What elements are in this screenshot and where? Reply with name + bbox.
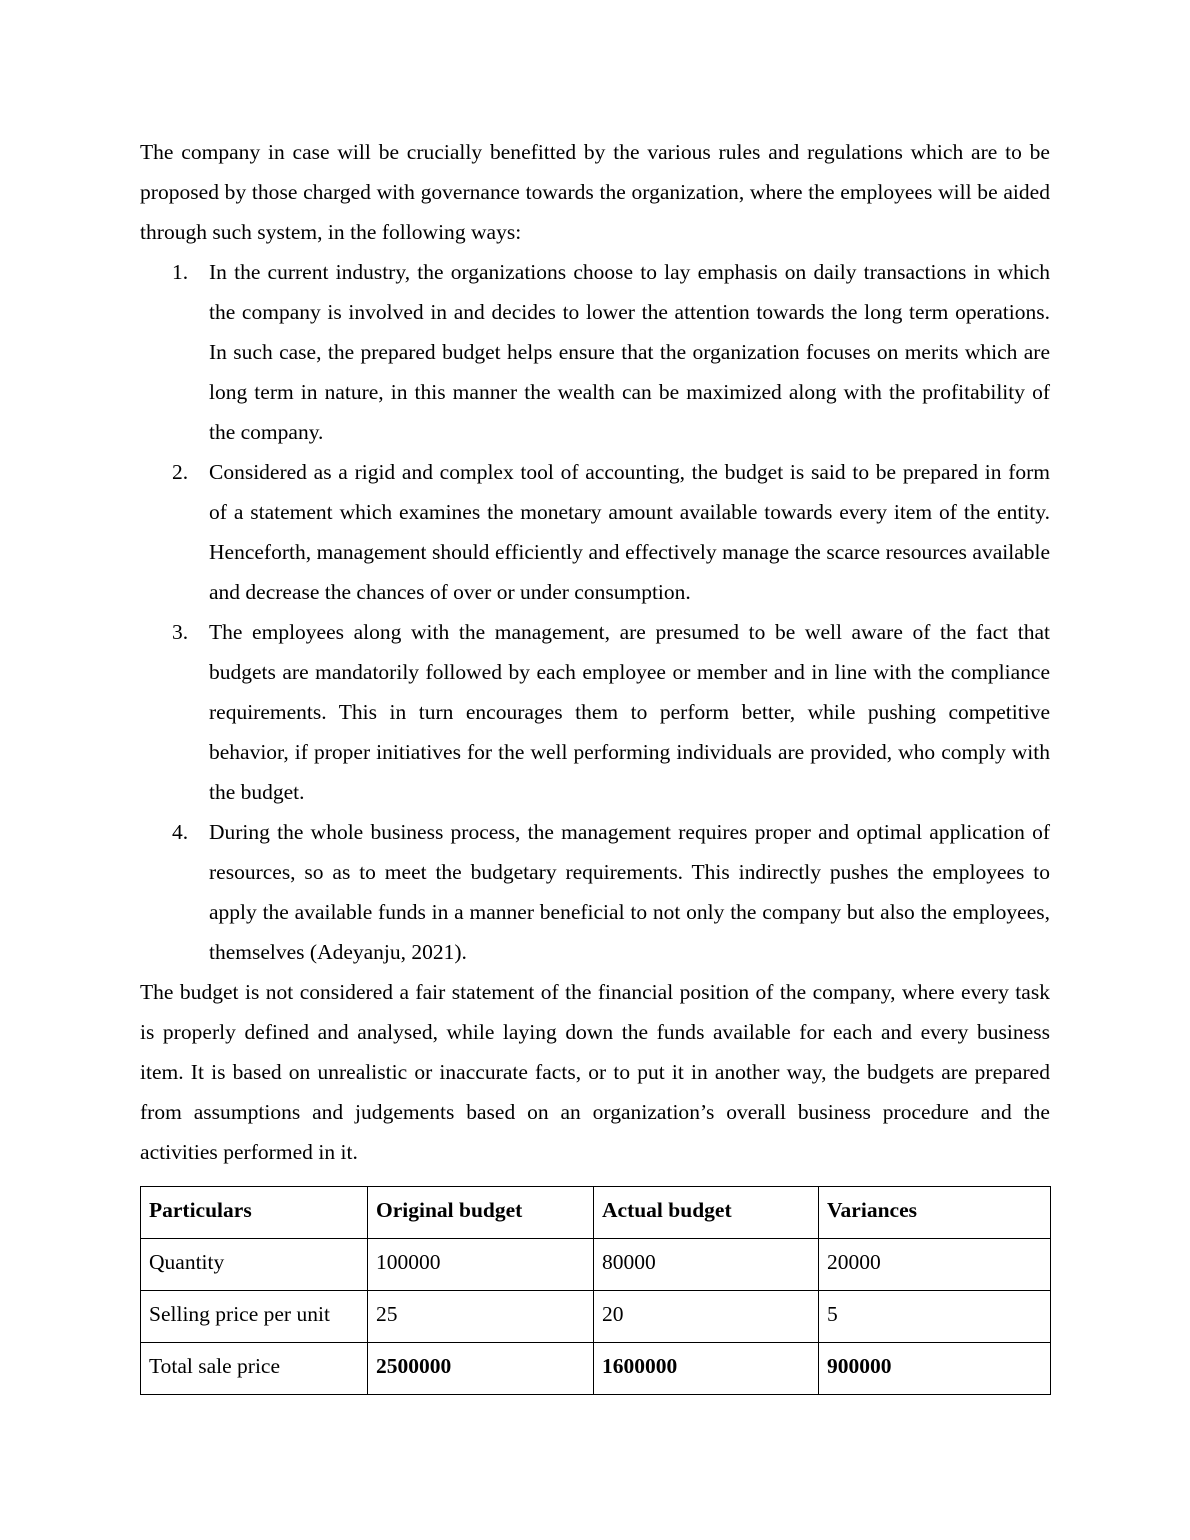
table-row [141,1291,1051,1343]
table-cell-original-budget: 25 [368,1291,594,1343]
table-cell-actual-budget: 1600000 [594,1343,819,1395]
list-item [140,612,1050,812]
table-cell-original-budget: 2500000 [368,1343,594,1395]
table-cell-variances: 20000 [819,1239,1051,1291]
table-cell-variances: 900000 [819,1343,1051,1395]
list-item-text: Considered as a rigid and complex tool of accounting, the budget is said to be prepared in form of a statement which examines the monetary amount available towards every item of the entity. Henceforth, management should efficiently and effectively manage the scarce resources available and decrease the chances of over or under consumption. [209,460,1050,604]
list-item [140,812,1050,972]
table-cell-particulars: Total sale price [141,1343,368,1395]
list-item-text: In the current industry, the organizations choose to lay emphasis on daily transactions in which the company is involved in and decides to lower the attention towards the long term operations. In such case, the prepared budget helps ensure that the organization focuses on merits which are long term in nature, in this manner the wealth can be maximized along with the profitability of the company. [209,260,1050,444]
list-item-text: During the whole business process, the management requires proper and optimal application of resources, so as to meet the budgetary requirements. This indirectly pushes the employees to apply the available funds in a manner beneficial to not only the company but also the employees, themselves (Adeyanju, 2021). [209,820,1050,964]
table-cell-particulars: Quantity [141,1239,368,1291]
table-header-cell: Original budget [368,1187,594,1239]
intro-paragraph: The company in case will be crucially benefitted by the various rules and regulations which are to be proposed by those charged with governance towards the organization, where the employees will be aided through such system, in the following ways: [140,140,1050,244]
table-row [141,1343,1051,1395]
table-cell-original-budget: 100000 [368,1239,594,1291]
table-cell-particulars: Selling price per unit [141,1291,368,1343]
table-cell-actual-budget: 20 [594,1291,819,1343]
closing-paragraph: The budget is not considered a fair statement of the financial position of the company, where every task is properly defined and analysed, while laying down the funds available for each and every business item. It is based on unrealistic or inaccurate facts, or to put it in another way, the budgets are prepared from assumptions and judgements based on an organization’s overall business procedure and the activities performed in it. [140,980,1050,1164]
table-header-cell: Particulars [141,1187,368,1239]
budget-variance-table [140,1186,1051,1395]
table-row [141,1239,1051,1291]
numbered-list [140,252,1050,972]
list-item-text: The employees along with the management, are presumed to be well aware of the fact that budgets are mandatorily followed by each employee or member and in line with the compliance requirements. This in turn encourages them to perform better, while pushing competitive behavior, if proper initiatives for the well performing individuals are provided, who comply with the budget. [209,620,1050,804]
table-header-cell: Variances [819,1187,1051,1239]
document-body [140,132,1050,1395]
table-header-cell: Actual budget [594,1187,819,1239]
list-item [140,452,1050,612]
table-cell-actual-budget: 80000 [594,1239,819,1291]
table-header-row [141,1187,1051,1239]
list-item [140,252,1050,452]
table-cell-variances: 5 [819,1291,1051,1343]
